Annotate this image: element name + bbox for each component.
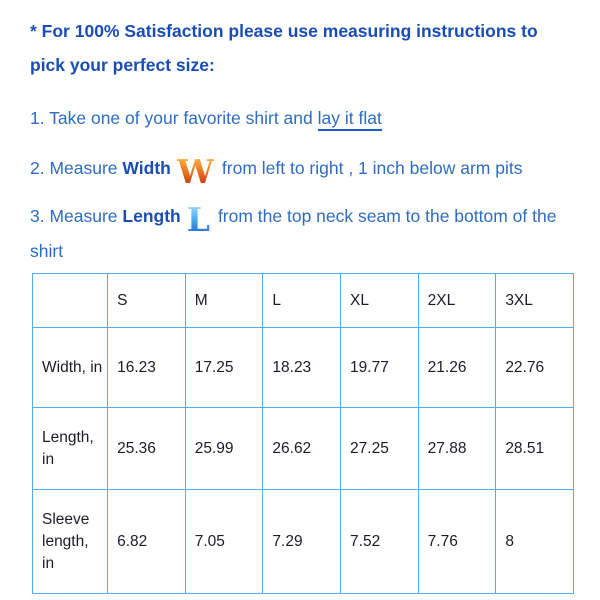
table-cell: 16.23 <box>108 328 186 408</box>
row-label-sleeve-length: Sleeve length, in <box>33 490 108 594</box>
step3-suffix-text: from the top neck seam to the bottom of the shirt <box>30 206 557 261</box>
row-label-width: Width, in <box>33 328 108 408</box>
column-header-2xl: 2XL <box>418 274 496 328</box>
table-cell: 17.25 <box>185 328 263 408</box>
row-label-length: Length, in <box>33 408 108 490</box>
table-cell: 18.23 <box>263 328 341 408</box>
length-keyword: Length <box>122 206 181 226</box>
step3-text: 3. Measure <box>30 206 123 226</box>
table-cell: 21.26 <box>418 328 496 408</box>
step2-text: 2. Measure <box>30 158 123 178</box>
table-cell: 28.51 <box>496 408 574 490</box>
table-cell: 7.52 <box>341 490 419 594</box>
column-header-xl: XL <box>341 274 419 328</box>
step2-suffix-text: from left to right , 1 inch below arm pits <box>221 158 523 178</box>
corner-cell <box>33 274 108 328</box>
table-cell: 27.88 <box>418 408 496 490</box>
table-cell: 26.62 <box>263 408 341 490</box>
table-row-sleeve-length <box>33 490 574 594</box>
step-measure-length <box>30 201 574 267</box>
table-cell: 7.05 <box>185 490 263 594</box>
table-cell: 27.25 <box>341 408 419 490</box>
satisfaction-heading: * For 100% Satisfaction please use measuring instructions to pick your perfect size: <box>30 21 538 75</box>
column-header-l: L <box>263 274 341 328</box>
size-chart-table <box>32 273 574 594</box>
column-header-s: S <box>108 274 186 328</box>
lay-it-flat-underlined-text: lay it flat <box>318 108 382 131</box>
column-header-m: M <box>185 274 263 328</box>
table-row-length <box>33 408 574 490</box>
table-cell: 25.99 <box>185 408 263 490</box>
step1-text: 1. Take one of your favorite shirt and <box>30 108 318 128</box>
table-cell: 6.82 <box>108 490 186 594</box>
column-header-3xl: 3XL <box>496 274 574 328</box>
table-row-width <box>33 328 574 408</box>
table-cell: 22.76 <box>496 328 574 408</box>
width-keyword: Width <box>122 158 171 178</box>
step-lay-flat <box>30 103 574 134</box>
table-cell: 8 <box>496 490 574 594</box>
width-w-icon: W <box>176 152 214 191</box>
length-l-icon: L <box>186 200 210 239</box>
table-cell: 7.29 <box>263 490 341 594</box>
table-cell: 7.76 <box>418 490 496 594</box>
table-cell: 25.36 <box>108 408 186 490</box>
step-measure-width <box>30 152 574 191</box>
table-header-row <box>33 274 574 328</box>
table-cell: 19.77 <box>341 328 419 408</box>
